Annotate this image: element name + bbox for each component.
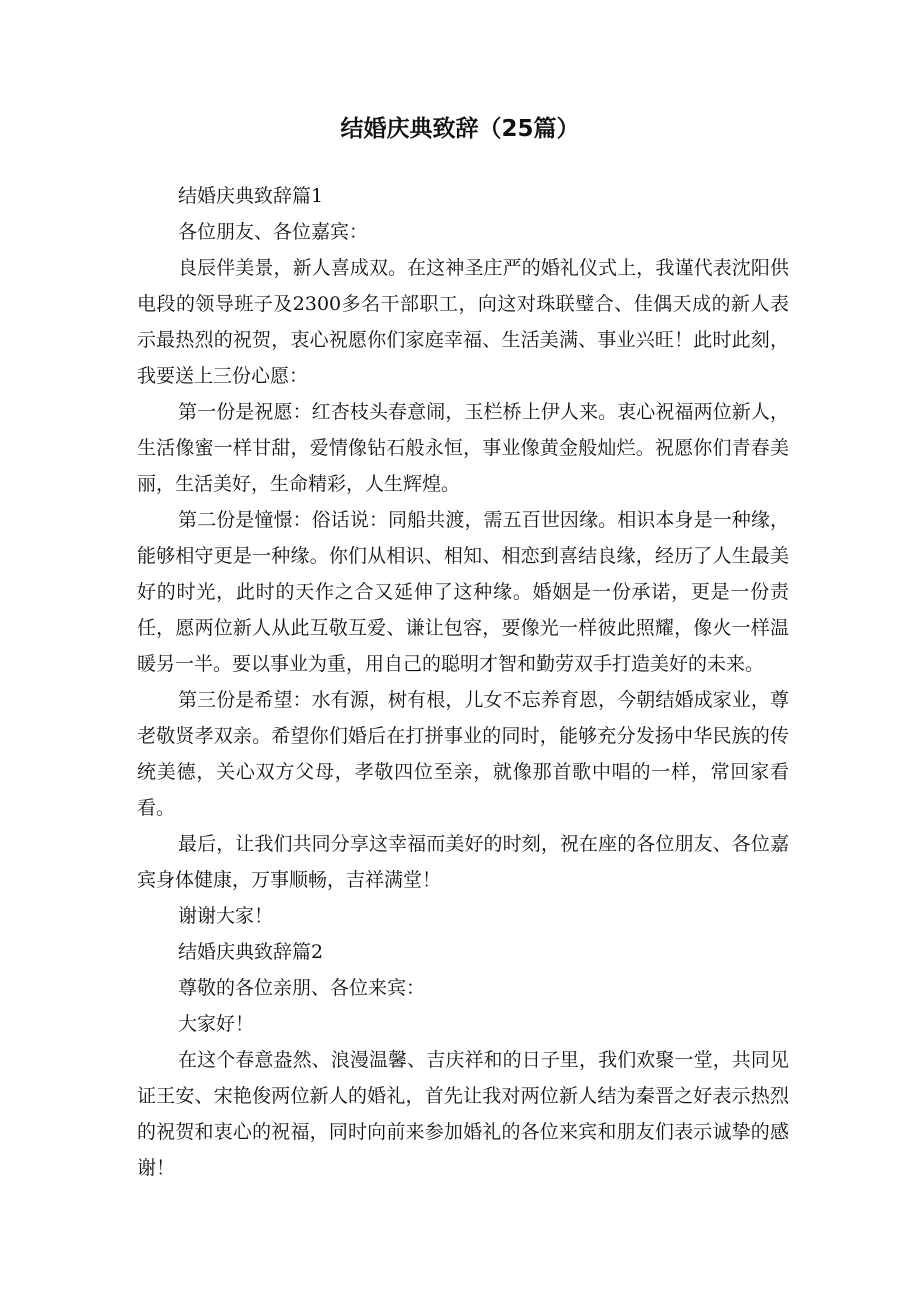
section-heading-2: 结婚庆典致辞篇2	[178, 941, 324, 963]
paragraph-second-wish: 第二份是憧憬：俗话说：同船共渡，需五百世因缘。相识本身是一种缘，能够相守更是一种缘。你们从相识、相知、相恋到喜结良缘，经历了人生最美好的时光，此时的天作之合又延伸了这种缘。婚姻是一份承诺，更是一份责任，愿两位新人从此互敬互爱、谦让包容，要像光一样彼此照耀，像火一样温暖另一半。要以事业为重，用自己的聪明才智和勤劳双手打造美好的未来。	[137, 509, 789, 675]
thanks-line: 谢谢大家！	[178, 905, 274, 927]
document-body	[137, 178, 789, 1186]
paragraph-third-wish: 第三份是希望：水有源，树有根，儿女不忘养育恩，今朝结婚成家业，尊老敬贤孝双亲。希望你们婚后在打拼事业的同时，能够充分发扬中华民族的传统美德，关心双方父母，孝敬四位至亲，就像那首歌中唱的一样，常回家看看。	[137, 689, 789, 819]
greeting-line: 大家好！	[178, 1013, 255, 1035]
paragraph-section2-opening: 在这个春意盎然、浪漫温馨、吉庆祥和的日子里，我们欢聚一堂，共同见证王安、宋艳俊两位新人的婚礼，首先让我对两位新人结为秦晋之好表示热烈的祝贺和衷心的祝福，同时向前来参加婚礼的各位来宾和朋友们表示诚挚的感谢！	[137, 1049, 789, 1179]
paragraph-first-wish: 第一份是祝愿：红杏枝头春意闹，玉栏桥上伊人来。衷心祝福两位新人，生活像蜜一样甘甜，爱情像钻石般永恒，事业像黄金般灿烂。祝愿你们青春美丽，生活美好，生命精彩，人生辉煌。	[137, 401, 789, 495]
section-heading-1: 结婚庆典致辞篇1	[178, 185, 324, 207]
salutation-2: 尊敬的各位亲朋、各位来宾：	[178, 977, 426, 999]
paragraph-opening: 良辰伴美景，新人喜成双。在这神圣庄严的婚礼仪式上，我谨代表沈阳供电段的领导班子及2300多名干部职工，向这对珠联璧合、佳偶天成的新人表示最热烈的祝贺，衷心祝愿你们家庭幸福、生活美满、事业兴旺！此时此刻，我要送上三份心愿：	[137, 257, 789, 387]
paragraph-closing: 最后，让我们共同分享这幸福而美好的时刻，祝在座的各位朋友、各位嘉宾身体健康，万事顺畅，吉祥满堂！	[137, 833, 789, 891]
document-title: 结婚庆典致辞（25篇）	[340, 116, 580, 142]
salutation-1: 各位朋友、各位嘉宾：	[178, 221, 369, 243]
